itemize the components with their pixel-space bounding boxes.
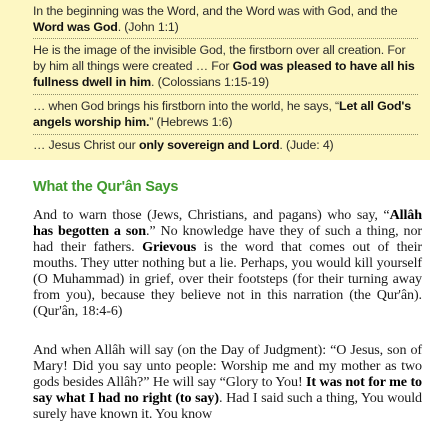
verse-hebrews [33, 98, 418, 130]
verse-divider [33, 94, 418, 95]
verse-colossians [33, 42, 418, 90]
passage-text: . Had I said such a thing, You would surely have known it. You know [33, 390, 422, 422]
section-heading: What the Qur'ân Says [33, 179, 179, 195]
verse-emphasis: God was pleased to have all his fullness dwell in him [33, 59, 415, 89]
verse-jude [33, 137, 418, 153]
passage-text: And when Allâh will say (on the Day of Judgment): “O Jesus, son of Mary! Did you say unto people: Worship me and my mother as two gods besides Allâh?” He will say “Glory to You! [33, 342, 422, 390]
verse-john [33, 3, 418, 35]
passage-text: And to warn those (Jews, Christians, and pagans) who say, “ [33, 207, 390, 223]
verse-reference: ” (Hebrews 1:6) [149, 115, 233, 129]
passage-text: .” No knowledge have they of such a thing, nor had their fathers. [33, 223, 422, 255]
verse-emphasis: only sovereign and Lord [138, 138, 280, 152]
quran-passage-1 [33, 207, 422, 319]
verse-text: In the beginning was the Word, and the Word was with God, and the [33, 4, 398, 18]
passage-emphasis: It was not for me to say what I had no right (to say) [33, 374, 422, 406]
verse-reference: . (Jude: 4) [279, 138, 334, 152]
verse-text: … Jesus Christ our [33, 138, 139, 152]
bible-verses-panel [0, 0, 430, 160]
verse-text: He is the image of the invisible God, the firstborn over all creation. For by him all things were created … For [33, 43, 406, 73]
passage-emphasis: Grievous [142, 239, 197, 255]
quran-passage-2 [33, 342, 422, 422]
verse-divider [33, 38, 418, 39]
verse-emphasis: Let all God's angels worship him. [33, 99, 411, 129]
verse-divider [33, 134, 418, 135]
passage-text: is the word that comes out of their mouths. They utter nothing but a lie. Perhaps, you would kill yourself (O Muhammad) in grief, over their footsteps (for their turning away from you), because they believe not in this narration (the Qur'ân). (Qur'ân, 18:4-6) [33, 239, 422, 319]
passage-emphasis: Allâh has begotten a son [33, 207, 422, 239]
verse-text: … when God brings his firstborn into the world, he says, “ [33, 99, 340, 113]
verse-emphasis: Word was God [33, 20, 118, 34]
verse-reference: . (John 1:1) [117, 20, 179, 34]
verse-reference: . (Colossians 1:15-19) [151, 75, 269, 89]
